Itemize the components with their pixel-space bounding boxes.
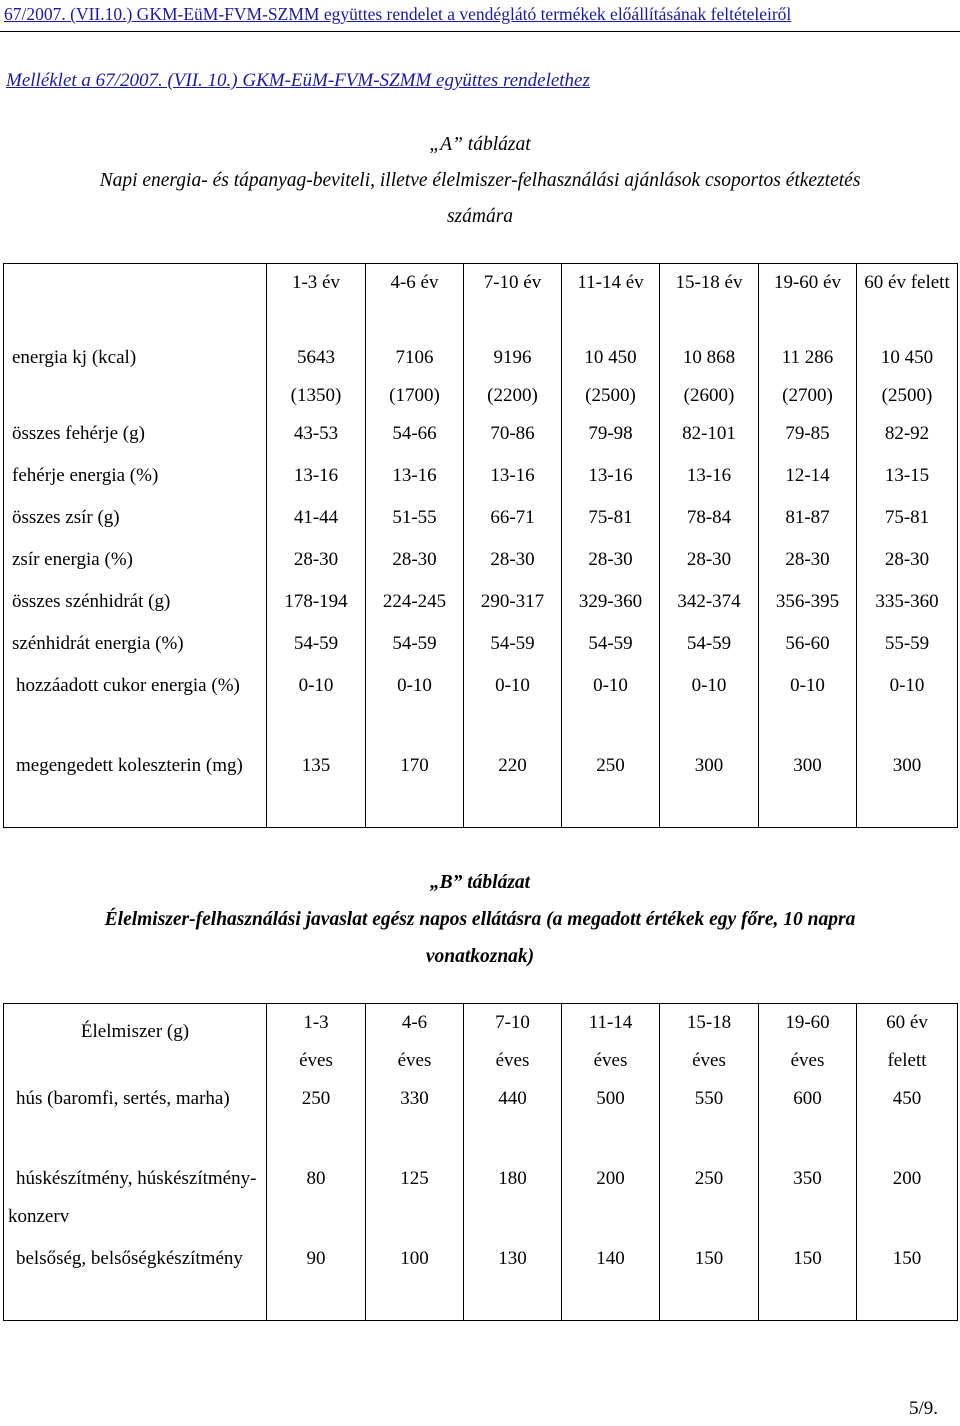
table-cell: 250: [660, 1160, 759, 1240]
table-cell: 0-10: [366, 667, 464, 747]
table-row: [4, 541, 958, 583]
column-header: 60 év felett: [857, 1004, 958, 1081]
table-cell: 81-87: [759, 499, 857, 541]
annex-title[interactable]: Melléklet a 67/2007. (VII. 10.) GKM-EüM-FVM-SZMM együttes rendelethez: [6, 70, 590, 91]
table-a-label: „A” táblázat: [429, 134, 531, 155]
energy-cell: 7106 (1700): [366, 339, 464, 415]
table-cell: 54-66: [366, 415, 464, 457]
energy-cell: 10 450 (2500): [562, 339, 660, 415]
table-row: [4, 747, 958, 828]
table-b: [3, 1003, 958, 1321]
table-cell: 125: [366, 1160, 464, 1240]
table-cell: 356-395: [759, 583, 857, 625]
table-cell: 82-92: [857, 415, 958, 457]
table-cell: 28-30: [562, 541, 660, 583]
table-cell: 66-71: [464, 499, 562, 541]
table-row: [4, 499, 958, 541]
table-cell: 82-101: [660, 415, 759, 457]
table-cell: 41-44: [267, 499, 366, 541]
table-a-header-row: [4, 264, 958, 340]
column-header: 11-14 év: [562, 264, 660, 340]
document-header-title[interactable]: 67/2007. (VII.10.) GKM-EüM-FVM-SZMM együttes rendelet a vendéglátó termékek előállításának feltételeiről: [4, 4, 792, 24]
table-cell: 54-59: [267, 625, 366, 667]
table-cell: 224-245: [366, 583, 464, 625]
table-cell: 550: [660, 1080, 759, 1160]
row-label: megengedett koleszterin (mg): [4, 747, 267, 828]
table-cell: 0-10: [759, 667, 857, 747]
energy-cell: 10 450 (2500): [857, 339, 958, 415]
table-row: [4, 625, 958, 667]
table-a-caption-line1: Napi energia- és tápanyag-beviteli, illetve élelmiszer-felhasználási ajánlások csoportos étkeztetés: [99, 170, 861, 191]
table-cell: 200: [562, 1160, 660, 1240]
row-label: összes zsír (g): [4, 499, 267, 541]
table-cell: 178-194: [267, 583, 366, 625]
table-cell: 500: [562, 1080, 660, 1160]
table-cell: 135: [267, 747, 366, 828]
table-cell: 0-10: [464, 667, 562, 747]
row-label: hús (baromfi, sertés, marha): [4, 1080, 267, 1160]
column-header: 7-10 év: [464, 264, 562, 340]
table-cell: 150: [759, 1240, 857, 1321]
table-cell: 200: [857, 1160, 958, 1240]
table-cell: 0-10: [267, 667, 366, 747]
table-row: [4, 667, 958, 747]
table-cell: 329-360: [562, 583, 660, 625]
row-label: fehérje energia (%): [4, 457, 267, 499]
column-header: 4-6 éves: [366, 1004, 464, 1081]
table-cell: 330: [366, 1080, 464, 1160]
energy-cell: 10 868 (2600): [660, 339, 759, 415]
table-cell: 0-10: [857, 667, 958, 747]
table-cell: 54-59: [366, 625, 464, 667]
table-row: [4, 415, 958, 457]
table-cell: 54-59: [660, 625, 759, 667]
column-header: 1-3 év: [267, 264, 366, 340]
table-cell: 12-14: [759, 457, 857, 499]
row-label: szénhidrát energia (%): [4, 625, 267, 667]
table-cell: 300: [759, 747, 857, 828]
column-header: 4-6 év: [366, 264, 464, 340]
table-cell: 79-98: [562, 415, 660, 457]
row-label: zsír energia (%): [4, 541, 267, 583]
table-cell: 130: [464, 1240, 562, 1321]
table-cell: 70-86: [464, 415, 562, 457]
table-cell: 220: [464, 747, 562, 828]
table-cell: 342-374: [660, 583, 759, 625]
column-header: 7-10 éves: [464, 1004, 562, 1081]
table-cell: 75-81: [562, 499, 660, 541]
table-cell: 335-360: [857, 583, 958, 625]
table-cell: 450: [857, 1080, 958, 1160]
row-label: összes fehérje (g): [4, 415, 267, 457]
row-label: hozzáadott cukor energia (%): [4, 667, 267, 747]
column-header: 1-3 éves: [267, 1004, 366, 1081]
table-a: [3, 263, 958, 828]
table-cell: 13-15: [857, 457, 958, 499]
column-header: 60 év felett: [857, 264, 958, 340]
column-header: 19-60 éves: [759, 1004, 857, 1081]
table-row: [4, 1160, 958, 1240]
table-row: [4, 1080, 958, 1160]
table-cell: 600: [759, 1080, 857, 1160]
column-header: 19-60 év: [759, 264, 857, 340]
table-cell: 290-317: [464, 583, 562, 625]
table-cell: 440: [464, 1080, 562, 1160]
table-cell: 54-59: [464, 625, 562, 667]
table-cell: 150: [660, 1240, 759, 1321]
table-cell: 100: [366, 1240, 464, 1321]
table-b-caption-line2: vonatkoznak): [425, 946, 535, 967]
table-a-caption-line2: számára: [446, 206, 514, 227]
table-cell: 250: [562, 747, 660, 828]
table-cell: 300: [857, 747, 958, 828]
table-a-corner-cell: [4, 264, 267, 340]
row-label: összes szénhidrát (g): [4, 583, 267, 625]
page-number: 5/9.: [908, 1398, 938, 1419]
table-row-energy: [4, 339, 958, 415]
table-cell: 0-10: [660, 667, 759, 747]
table-b-caption-line1: Élelmiszer-felhasználási javaslat egész napos ellátásra (a megadott értékek egy főre, 10 napra: [104, 909, 856, 930]
table-cell: 54-59: [562, 625, 660, 667]
table-b-label: „B” táblázat: [429, 872, 531, 893]
energy-cell: 11 286 (2700): [759, 339, 857, 415]
row-label: belsőség, belsőségkészítmény: [4, 1240, 267, 1321]
table-cell: 51-55: [366, 499, 464, 541]
column-header: 15-18 éves: [660, 1004, 759, 1081]
table-cell: 43-53: [267, 415, 366, 457]
table-cell: 350: [759, 1160, 857, 1240]
table-cell: 13-16: [464, 457, 562, 499]
table-cell: 80: [267, 1160, 366, 1240]
table-cell: 28-30: [857, 541, 958, 583]
table-cell: 28-30: [660, 541, 759, 583]
table-cell: 140: [562, 1240, 660, 1321]
table-cell: 13-16: [660, 457, 759, 499]
table-row: [4, 1240, 958, 1321]
energy-cell: 9196 (2200): [464, 339, 562, 415]
table-cell: 28-30: [464, 541, 562, 583]
header-divider: [0, 31, 960, 32]
table-cell: 79-85: [759, 415, 857, 457]
food-header: Élelmiszer (g): [4, 1004, 267, 1081]
row-label: energia kj (kcal): [4, 339, 267, 415]
table-b-header-row: [4, 1004, 958, 1081]
row-label: húskészítmény, húskészítmény-konzerv: [4, 1160, 267, 1240]
column-header: 11-14 éves: [562, 1004, 660, 1081]
table-cell: 56-60: [759, 625, 857, 667]
table-cell: 0-10: [562, 667, 660, 747]
table-cell: 170: [366, 747, 464, 828]
table-row: [4, 583, 958, 625]
table-cell: 28-30: [267, 541, 366, 583]
table-cell: 250: [267, 1080, 366, 1160]
table-cell: 180: [464, 1160, 562, 1240]
table-cell: 78-84: [660, 499, 759, 541]
table-cell: 150: [857, 1240, 958, 1321]
table-cell: 28-30: [759, 541, 857, 583]
energy-cell: 5643 (1350): [267, 339, 366, 415]
table-cell: 55-59: [857, 625, 958, 667]
table-cell: 13-16: [366, 457, 464, 499]
table-row: [4, 457, 958, 499]
table-cell: 28-30: [366, 541, 464, 583]
table-cell: 90: [267, 1240, 366, 1321]
table-cell: 300: [660, 747, 759, 828]
table-cell: 75-81: [857, 499, 958, 541]
table-cell: 13-16: [562, 457, 660, 499]
table-cell: 13-16: [267, 457, 366, 499]
column-header: 15-18 év: [660, 264, 759, 340]
